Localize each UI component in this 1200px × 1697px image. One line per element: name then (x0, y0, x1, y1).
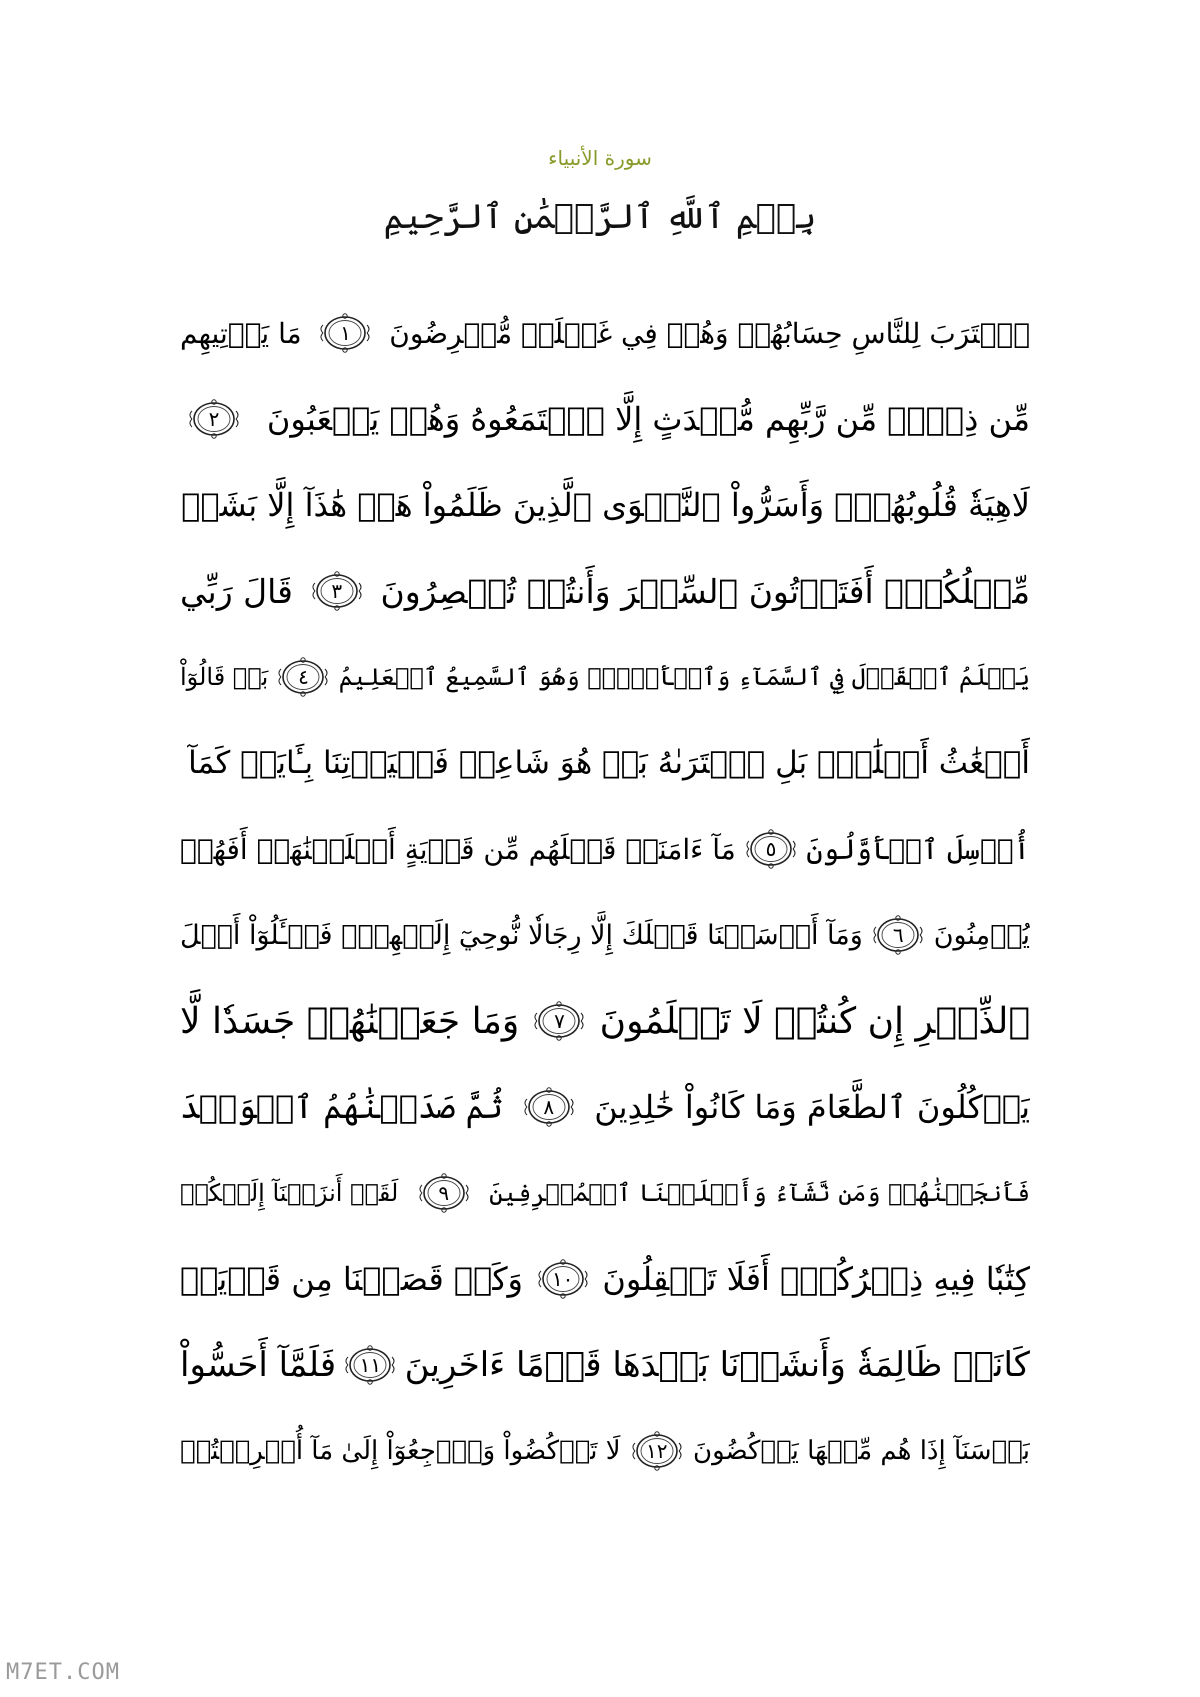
verse-text: بَلۡ قَالُوٓاْ (180, 663, 269, 691)
ayah-number-marker (416, 1172, 472, 1214)
verse-text: ثُمَّ صَدَقۡنَٰهُمُ ٱلۡوَعۡدَ (180, 1088, 504, 1126)
verse-line (180, 376, 1030, 462)
ayah-number-marker (535, 1258, 591, 1300)
ayah-number-marker (629, 1430, 685, 1472)
verse-line (180, 1408, 1030, 1494)
verse-text: يَعۡلَمُ ٱلۡقَوۡلَ فِي ٱلسَّمَآءِ وَٱلۡأَرۡضِۖ وَهُوَ ٱلسَّمِيعُ ٱلۡعَلِيمُ (338, 663, 1030, 691)
verse-text: أُرۡسِلَ ٱلۡأَوَّلُونَ (806, 832, 1030, 866)
ayah-number: ٣ (331, 579, 343, 603)
ayah-number: ٩ (438, 1181, 450, 1205)
verse-text: مِّن ذِكۡرٖ مِّن رَّبِّهِم مُّحۡدَثٍ إِلَّا ٱسۡتَمَعُوهُ وَهُمۡ يَلۡعَبُونَ (266, 400, 1030, 438)
ayah-number-marker (870, 914, 926, 956)
ayah-number-marker (521, 1086, 577, 1128)
verse-text: وَمَآ أَرۡسَلۡنَا قَبۡلَكَ إِلَّا رِجَالٗا نُّوحِيٓ إِلَيۡهِمۡۖ فَسۡـَٔلُوٓاْ أَهۡلَ (180, 919, 863, 951)
verse-text: مَآ ءَامَنَتۡ قَبۡلَهُم مِّن قَرۡيَةٍ أَهۡلَكۡنَٰهَآۖ أَفَهُمۡ (180, 832, 736, 866)
verse-text: قَالَ رَبِّي (180, 571, 293, 611)
verse-line (180, 1064, 1030, 1150)
ayah-number-marker (275, 656, 331, 698)
ayah-number-marker (317, 312, 373, 354)
ayah-number-marker (309, 570, 365, 612)
ayah-number: ١ (340, 321, 351, 345)
verse-line (180, 1322, 1030, 1408)
verse-text: ٱلذِّكۡرِ إِن كُنتُمۡ لَا تَعۡلَمُونَ (599, 1000, 1030, 1042)
verse-line (180, 290, 1030, 376)
verse-text: لَاهِيَةٗ قُلُوبُهُمۡۗ وَأَسَرُّواْ ٱلنَّجۡوَى ٱلَّذِينَ ظَلَمُواْ هَلۡ هَٰذَآ إِلَّا بَشَرٞ (181, 486, 1030, 524)
verse-text: بَأۡسَنَآ إِذَا هُم مِّنۡهَا يَرۡكُضُونَ (692, 1436, 1030, 1466)
surah-title: سورة الأنبياء (548, 146, 652, 170)
verse-text: لَقَدۡ أَنزَلۡنَآ إِلَيۡكُمۡ (180, 1179, 399, 1207)
ayah-number-marker (531, 1000, 587, 1042)
ayah-number: ٥ (765, 837, 777, 861)
verse-text: أَضۡغَٰثُ أَحۡلَٰمِۭ بَلِ ٱفۡتَرَىٰهُ بَلۡ هُوَ شَاعِرٞ فَلۡيَأۡتِنَا بِـَٔايَةٖ كَمَآ (188, 745, 1030, 781)
ayah-number: ٧ (554, 1009, 565, 1033)
verse-line (180, 462, 1030, 548)
verse-text: كِتَٰبٗا فِيهِ ذِكۡرُكُمۡۚ أَفَلَا تَعۡقِلُونَ (602, 1260, 1030, 1298)
verse-text: ٱقۡتَرَبَ لِلنَّاسِ حِسَابُهُمۡ وَهُمۡ فِي غَفۡلَةٖ مُّعۡرِضُونَ (389, 316, 1030, 350)
verse-line (180, 1150, 1030, 1236)
ayah-number: ٦ (892, 923, 904, 947)
verse-text: يَأۡكُلُونَ ٱلطَّعَامَ وَمَا كَانُواْ خَٰلِدِينَ (594, 1088, 1030, 1126)
verse-text: مَا يَأۡتِيهِم (180, 316, 302, 350)
verse-text: كَانَتۡ ظَالِمَةٗ وَأَنشَأۡنَا بَعۡدَهَا قَوۡمًا ءَاخَرِينَ (404, 1345, 1030, 1385)
verse-text: مِّثۡلُكُمۡۖ أَفَتَأۡتُونَ ٱلسِّحۡرَ وَأَنتُمۡ تُبۡصِرُونَ (380, 571, 1030, 611)
ayah-number: ٢ (208, 407, 220, 431)
verse-text: يُؤۡمِنُونَ (933, 919, 1030, 951)
verse-text: وَمَا جَعَلۡنَٰهُمۡ جَسَدٗا لَّا (180, 1000, 520, 1042)
site-watermark: M7ET.COM (6, 1660, 120, 1685)
ayah-number-marker (342, 1344, 398, 1386)
ayah-number: ٤ (298, 665, 309, 689)
ayah-number: ١٢ (646, 1439, 668, 1463)
ayah-number-marker (743, 828, 799, 870)
verse-text: فَأَنجَيۡنَٰهُمۡ وَمَن نَّشَآءُ وَأَهۡلَكۡنَا ٱلۡمُسۡرِفِينَ (489, 1179, 1030, 1207)
basmala-text: بِسۡمِ ٱللَّهِ ٱلرَّحۡمَٰنِ ٱلرَّحِيمِ (383, 197, 817, 237)
ayah-number: ١١ (359, 1353, 382, 1377)
verse-line (180, 806, 1030, 892)
verse-text: فَلَمَّآ أَحَسُّواْ (180, 1345, 337, 1385)
ayah-number: ٨ (543, 1095, 555, 1119)
verse-lines (180, 290, 1030, 1494)
ayah-number-marker (186, 398, 242, 440)
verse-line (180, 1236, 1030, 1322)
basmala (380, 196, 820, 276)
verse-line (180, 634, 1030, 720)
verse-line (180, 978, 1030, 1064)
verse-text: وَكَمۡ قَصَمۡنَا مِن قَرۡيَةٖ (180, 1260, 523, 1298)
verse-line (180, 548, 1030, 634)
verse-line (180, 892, 1030, 978)
verse-text: لَا تَرۡكُضُواْ وَٱرۡجِعُوٓاْ إِلَىٰ مَآ أُتۡرِفۡتُمۡ (180, 1436, 621, 1466)
verse-line (180, 720, 1030, 806)
ayah-number: ١٠ (551, 1267, 574, 1291)
